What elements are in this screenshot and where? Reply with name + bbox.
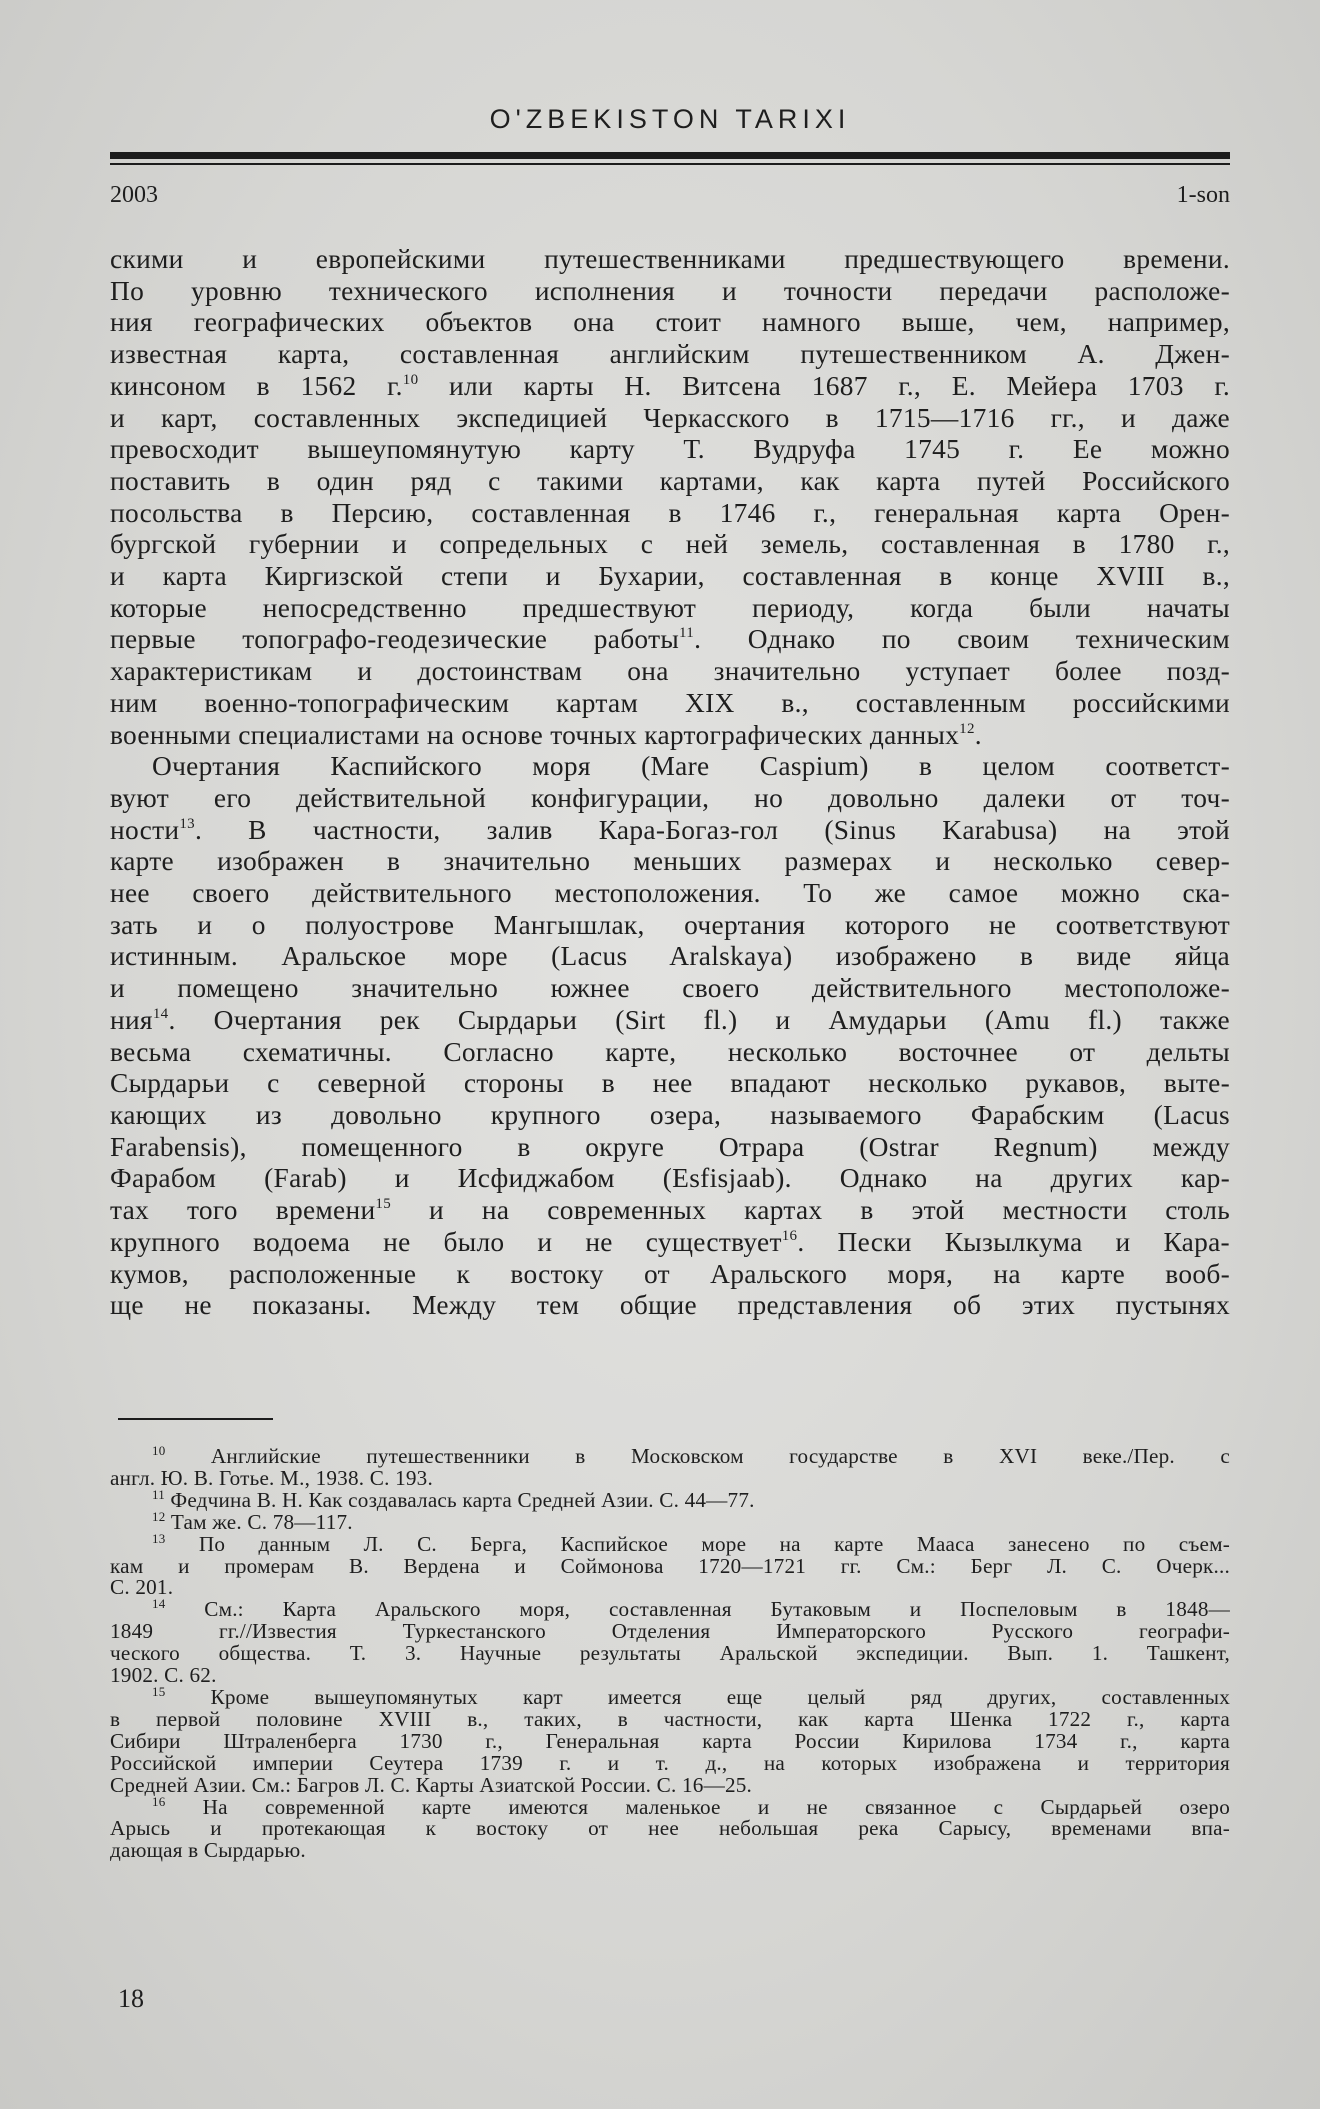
footnote-ref: 13: [179, 815, 195, 832]
footnote-13: [110, 1530, 1230, 1600]
footnote-line: кам и промерам В. Вердена и Соймонова 1720—1721 гг. См.: Берг Л. С. Очерк...: [110, 1553, 1230, 1578]
body-line: ния географических объектов она стоит намного выше, чем, например,: [110, 307, 1230, 338]
footnote-ref: 14: [152, 1005, 169, 1022]
body-line: ния$^{14}$. Очертания рек Сырдарьи (Sirt fl.) и Амударьи (Amu fl.) также: [110, 1004, 1230, 1035]
footnote-line: Сибири Штраленберга 1730 г., Генеральная карта России Кирилова 1734 г., карта: [110, 1728, 1230, 1753]
body-line: истинным. Аральское море (Lacus Aralskaya) изображено в виде яйца: [110, 941, 1230, 972]
body-line: нее своего действительного местоположения. То же самое можно ска-: [110, 878, 1230, 909]
footnote-number: 12: [152, 1508, 166, 1524]
footnote-number: 11: [152, 1486, 165, 1502]
footnote-line: в первой половине XVIII в., таких, в частности, как карта Шенка 1722 г., карта: [110, 1706, 1230, 1731]
body-line: военными специалистами на основе точных картографических данных$^{12}$.: [110, 719, 982, 750]
footnote-ref: 16: [781, 1227, 798, 1244]
footnote-15: [110, 1683, 1231, 1797]
footnote-line: дающая в Сырдарью.: [110, 1838, 306, 1863]
body-line: известная карта, составленная английским путешественником А. Джен-: [110, 339, 1230, 370]
footnote-line: $^{13}$ По данным Л. С. Берга, Каспийское море на карте Мааса занесено по съем-: [152, 1530, 1230, 1556]
body-line: ще не показаны. Между тем общие представления об этих пустынях: [110, 1290, 1230, 1321]
body-line: Farabensis), помещенного в округе Отрара (Ostrar Regnum) между: [110, 1131, 1230, 1162]
footnote-line: $^{15}$ Кроме вышеупомянутых карт имеется еще целый ряд других, составленных: [152, 1683, 1231, 1709]
footnote-line: 1849 гг.//Известия Туркестанского Отделения Императорского Русского географи-: [110, 1619, 1230, 1644]
body-line: характеристикам и достоинствам она значительно уступает более позд-: [110, 656, 1230, 687]
body-line: первые топографо-геодезические работы$^{11}$. Однако по своим техническим: [110, 624, 1231, 655]
footnote-number: 10: [152, 1443, 166, 1458]
body-line: кающих из довольно крупного озера, называемого Фарабским (Lacus: [110, 1099, 1230, 1130]
footnote-number: 13: [152, 1530, 166, 1546]
body-line: превосходит вышеупомянутую карту Т. Вудруфа 1745 г. Ее можно: [110, 434, 1230, 465]
body-line: ним военно-топографическим картам XIX в., составленным российскими: [110, 687, 1230, 718]
body-line: Очертания Каспийского моря (Mare Caspium) в целом соответст-: [152, 751, 1230, 782]
footnote-number: 14: [152, 1596, 166, 1612]
footnote-line: $^{14}$ См.: Карта Аральского моря, составленная Бутаковым и Поспеловым в 1848—: [152, 1596, 1230, 1622]
footnote-line: ческого общества. Т. 3. Научные результаты Аральской экспедиции. Вып. 1. Ташкент,: [110, 1641, 1230, 1666]
footnote-separator: [118, 1418, 273, 1420]
header-rule-thin: [110, 163, 1230, 165]
body-line: По уровню технического исполнения и точности передачи расположе-: [110, 275, 1230, 306]
footnote-14: [110, 1596, 1230, 1688]
header-year: 2003: [110, 182, 158, 208]
body-line: посольства в Персию, составленная в 1746 г., генеральная карта Орен-: [110, 497, 1230, 528]
footnote-ref: 10: [402, 371, 419, 388]
footnote-ref: 15: [375, 1196, 392, 1213]
body-line: зать и о полуострове Мангышлак, очертания которого не соответствуют: [110, 909, 1230, 940]
footnote-line: С. 201.: [110, 1575, 174, 1600]
page-number: 18: [118, 1984, 144, 2013]
footnotes: [110, 1443, 1231, 1863]
body-line: вуют его действительной конфигурации, но довольно далеки от точ-: [110, 782, 1230, 813]
body-line: Фарабом (Farab) и Исфиджабом (Esfisjaab). Однако на других кар-: [110, 1163, 1230, 1194]
footnote-line: Арысь и протекающая к востоку от нее небольшая река Сарысу, временами впа-: [110, 1816, 1230, 1841]
body-line: весьма схематичны. Согласно карте, несколько восточнее от дельты: [110, 1036, 1230, 1067]
header-rule-thick: [110, 152, 1230, 159]
body-line: и помещено значительно южнее своего действительного местоположе-: [110, 973, 1230, 1004]
body-line: скими и европейскими путешественниками предшествующего времени.: [110, 244, 1230, 274]
body-line: поставить в один ряд с такими картами, как карта путей Российского: [110, 465, 1230, 496]
body-line: карте изображен в значительно меньших размерах и несколько север-: [110, 846, 1230, 877]
body-line: ности$^{13}$. В частности, залив Кара-Богаз-гол (Sinus Karabusa) на этой: [110, 814, 1230, 845]
footnote-line: Российской империи Сеутера 1739 г. и т. д., на которых изображена и территория: [110, 1750, 1230, 1775]
footnote-12: [110, 1508, 1230, 1534]
body-line: кинсоном в 1562 г.$^{10}$ или карты Н. Витсена 1687 г., Е. Мейера 1703 г.: [110, 370, 1231, 401]
footnote-line: $^{16}$ На современной карте имеются маленькое и не связанное с Сырдарьей озеро: [152, 1793, 1230, 1819]
running-head: O'ZBEKISTON TARIXI: [489, 104, 851, 134]
footnote-line: $^{12}$ Там же. С. 78—117.: [152, 1508, 353, 1534]
footnote-ref: 11: [679, 625, 695, 642]
footnote-line: $^{11}$ Федчина В. Н. Как создавалась карта Средней Азии. С. 44—77.: [152, 1486, 755, 1512]
footnote-ref: 12: [959, 720, 975, 737]
body-line: Сырдарьи с северной стороны в нее впадают несколько рукавов, выте-: [110, 1068, 1230, 1099]
footnote-line: 1902. С. 62.: [110, 1663, 217, 1688]
footnote-line: Средней Азии. См.: Багров Л. С. Карты Азиатской России. С. 16—25.: [110, 1772, 753, 1797]
body-text: [110, 244, 1230, 1322]
body-line: и карт, составленных экспедицией Черкасского в 1715—1716 гг., и даже: [110, 402, 1230, 433]
footnote-10: [110, 1443, 1231, 1490]
footnote-line: англ. Ю. В. Готье. М., 1938. С. 193.: [110, 1465, 433, 1490]
body-line: кумов, расположенные к востоку от Аральского моря, на карте вооб-: [110, 1258, 1230, 1289]
body-line: крупного водоема не было и не существует$^{16}$. Пески Кызылкума и Кара-: [110, 1226, 1230, 1257]
footnote-11: [110, 1486, 1230, 1512]
footnote-number: 16: [152, 1793, 166, 1809]
body-line: тах того времени$^{15}$ и на современных картах в этой местности столь: [110, 1195, 1230, 1226]
body-line: которые непосредственно предшествуют периоду, когда были начаты: [110, 592, 1230, 623]
body-line: и карта Киргизской степи и Бухарии, составленная в конце XVIII в.,: [110, 561, 1230, 592]
body-line: бургской губернии и сопредельных с ней земель, составленная в 1780 г.,: [110, 529, 1230, 560]
footnote-line: $^{10}$ Английские путешественники в Московском государстве в XVI веке./Пер. с: [152, 1443, 1231, 1468]
header-issue: 1-son: [1176, 182, 1230, 208]
footnote-16: [110, 1793, 1230, 1863]
footnote-number: 15: [152, 1683, 166, 1699]
